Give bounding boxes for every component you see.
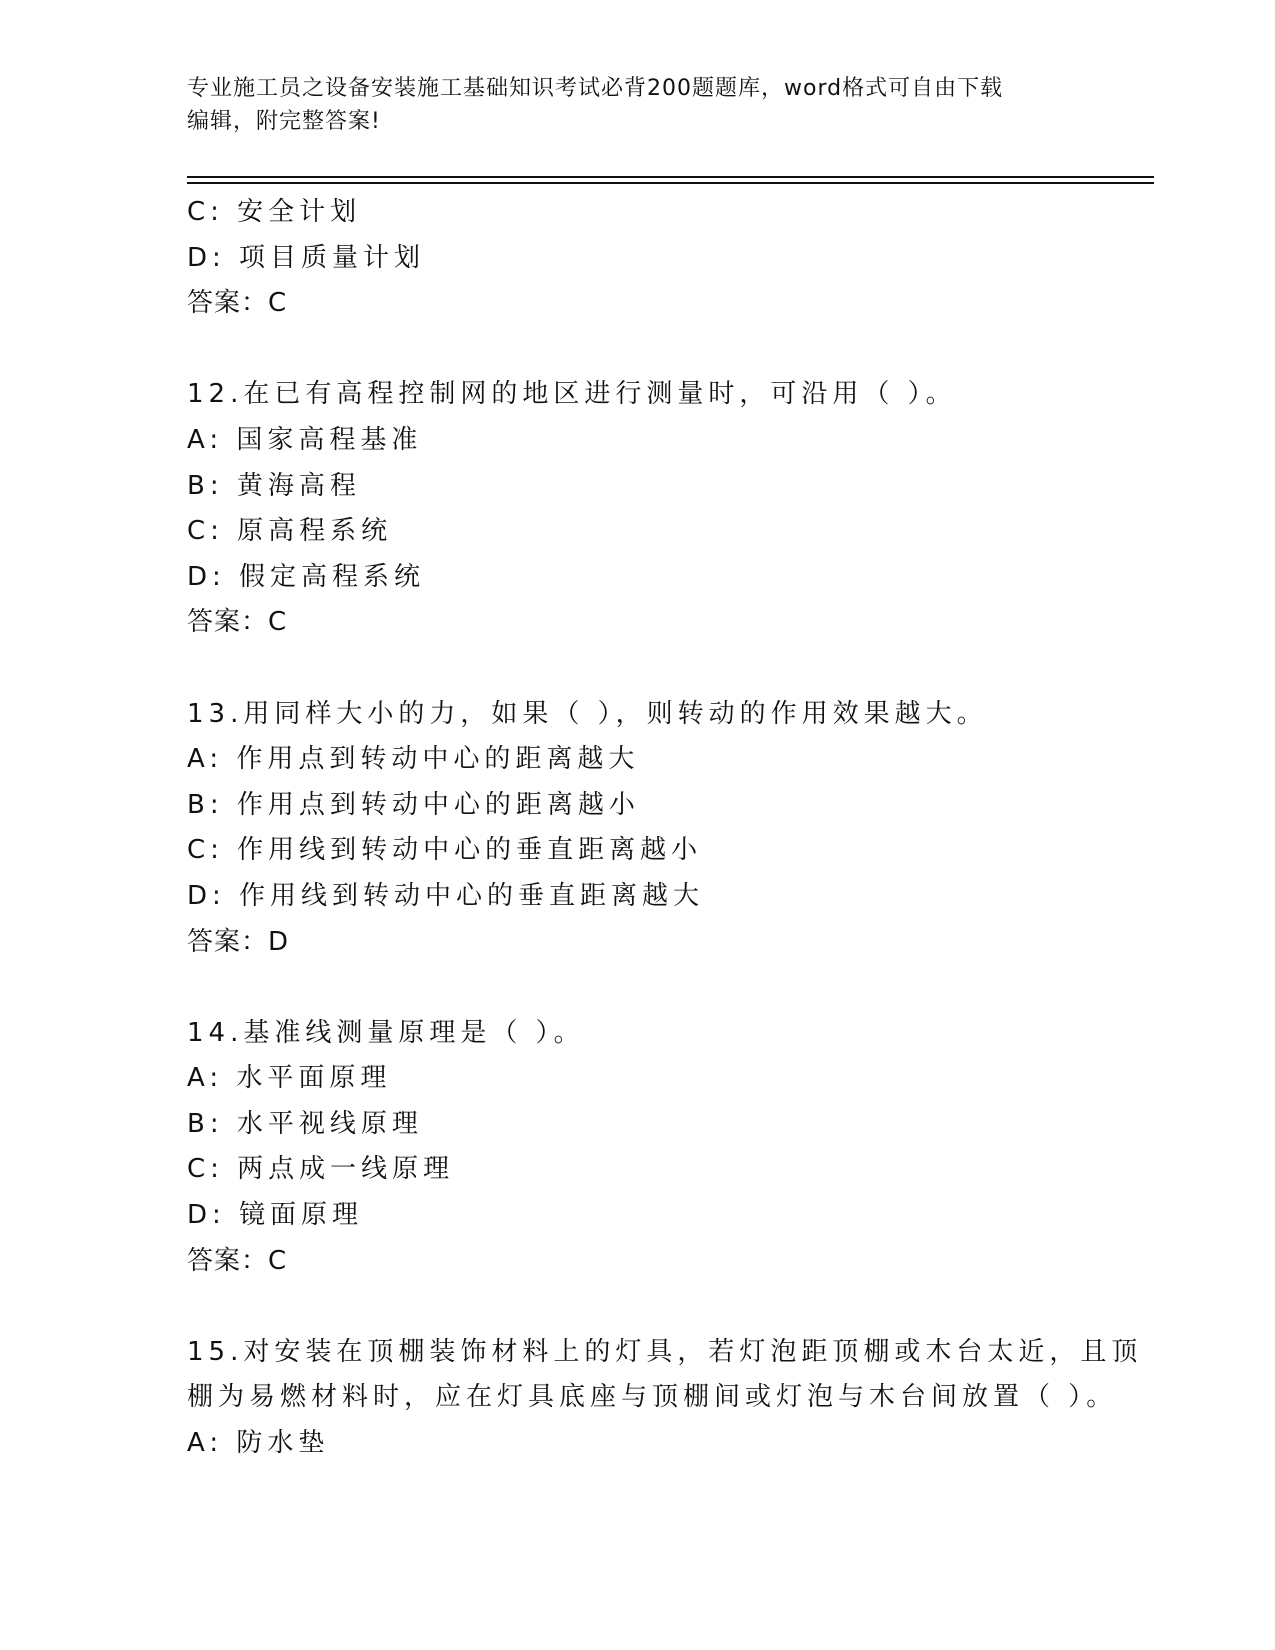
q11-option-d: D: 项目质量计划 — [187, 242, 426, 273]
q14-question: 14.基准线测量原理是（ ）。 — [187, 1017, 585, 1048]
question-14 — [187, 1011, 1087, 1285]
q14-option-d: D: 镜面原理 — [187, 1200, 364, 1231]
q13-option-b: B: 作用点到转动中心的距离越小 — [187, 789, 640, 820]
question-11 — [187, 190, 1087, 327]
q11-option-c: C: 安全计划 — [187, 197, 362, 227]
q12-option-a: A: 国家高程基准 — [187, 424, 423, 455]
q14-option-a: A: 水平面原理 — [187, 1063, 392, 1094]
q13-option-c: C: 作用线到转动中心的垂直距离越小 — [187, 835, 703, 866]
q13-answer: 答案：D — [187, 926, 290, 957]
q12-option-c: C: 原高程系统 — [187, 516, 393, 547]
document-header — [187, 72, 1087, 138]
spacer — [187, 327, 1087, 373]
q12-answer: 答案：C — [187, 607, 288, 638]
q12-option-d: D: 假定高程系统 — [187, 561, 426, 592]
q15-option-a: A: 防水垫 — [187, 1428, 330, 1459]
question-13 — [187, 692, 1087, 966]
header-divider-bottom — [187, 182, 1154, 184]
spacer — [187, 965, 1087, 1011]
spacer — [187, 646, 1087, 692]
q12-option-b: B: 黄海高程 — [187, 470, 361, 501]
q13-option-a: A: 作用点到转动中心的距离越大 — [187, 744, 640, 775]
question-15 — [187, 1330, 1143, 1467]
q12-question: 12.在已有高程控制网的地区进行测量时，可沿用（ ）。 — [187, 379, 957, 410]
header-title-line-1: 专业施工员之设备安装施工基础知识考试必背200题题库，word格式可自由下载 — [187, 76, 1004, 101]
q13-question: 13.用同样大小的力，如果（ ），则转动的作用效果越大。 — [187, 698, 988, 729]
q14-answer: 答案：C — [187, 1245, 288, 1276]
header-divider-top — [187, 176, 1154, 178]
q13-option-d: D: 作用线到转动中心的垂直距离越大 — [187, 880, 705, 911]
q15-question-line-2: 棚为易燃材料时，应在灯具底座与顶棚间或灯泡与木台间放置（ ）。 — [187, 1382, 1118, 1413]
q15-question-line-1: 15.对安装在顶棚装饰材料上的灯具，若灯泡距顶棚或木台太近，且顶 — [187, 1336, 1143, 1367]
question-list — [187, 190, 1143, 1467]
question-12 — [187, 372, 1087, 646]
spacer — [187, 1284, 1087, 1330]
q11-answer: 答案：C — [187, 288, 288, 319]
q14-option-c: C: 两点成一线原理 — [187, 1154, 455, 1185]
q14-option-b: B: 水平视线原理 — [187, 1108, 423, 1139]
header-title-line-2: 编辑，附完整答案! — [187, 109, 381, 134]
